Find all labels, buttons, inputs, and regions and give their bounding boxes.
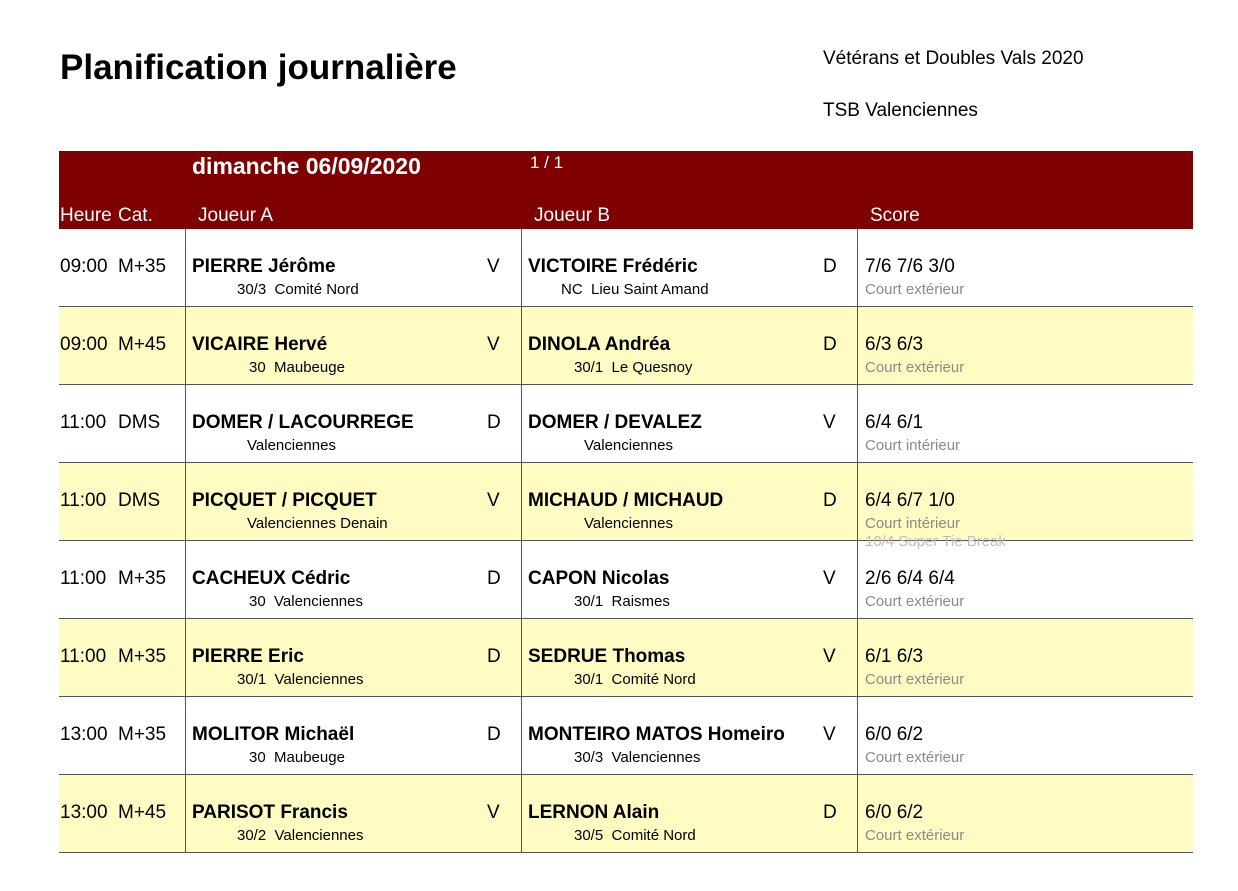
- match-table: [59, 229, 1193, 853]
- match-time: 13:00: [60, 724, 108, 745]
- match-category: M+45: [118, 334, 167, 355]
- column-divider: [857, 385, 858, 462]
- player-b-info: Valenciennes: [584, 515, 673, 532]
- court-label: Court intérieur: [865, 515, 961, 532]
- player-b-result: V: [823, 568, 836, 589]
- column-divider: [185, 385, 186, 462]
- match-category: M+35: [118, 568, 167, 589]
- player-a-name: PARISOT Francis: [192, 802, 348, 823]
- club-name: TSB Valenciennes: [823, 100, 978, 121]
- column-divider: [857, 619, 858, 696]
- player-a-result: D: [487, 646, 501, 667]
- player-b-name: SEDRUE Thomas: [528, 646, 686, 667]
- match-score: 6/0 6/2: [865, 724, 924, 745]
- player-b-name: CAPON Nicolas: [528, 568, 670, 589]
- court-label: Court extérieur: [865, 749, 965, 766]
- column-divider: [521, 697, 522, 774]
- column-divider: [185, 463, 186, 540]
- match-category: M+35: [118, 724, 167, 745]
- match-score: 2/6 6/4 6/4: [865, 568, 955, 589]
- column-divider: [857, 697, 858, 774]
- player-a-result: D: [487, 724, 501, 745]
- event-name: Vétérans et Doubles Vals 2020: [823, 48, 1084, 69]
- player-a-info: 30 Maubeuge: [249, 359, 345, 376]
- player-b-info: 30/5 Comité Nord: [574, 827, 696, 844]
- table-row: [59, 619, 1193, 697]
- match-score: 6/4 6/1: [865, 412, 924, 433]
- match-time: 11:00: [60, 646, 107, 667]
- column-divider: [521, 775, 522, 852]
- match-time: 09:00: [60, 256, 108, 277]
- column-divider: [521, 385, 522, 462]
- match-time: 13:00: [60, 802, 108, 823]
- table-row: [59, 775, 1193, 853]
- player-b-info: 30/1 Le Quesnoy: [574, 359, 693, 376]
- column-divider: [521, 229, 522, 306]
- player-a-info: 30/2 Valenciennes: [237, 827, 364, 844]
- match-time: 11:00: [60, 412, 107, 433]
- player-b-result: D: [823, 256, 837, 277]
- match-time: 11:00: [60, 568, 107, 589]
- player-b-result: V: [823, 646, 836, 667]
- court-label: Court intérieur: [865, 437, 961, 454]
- match-score: 6/4 6/7 1/0: [865, 490, 955, 511]
- column-divider: [857, 463, 858, 540]
- court-label: Court extérieur: [865, 359, 965, 376]
- column-divider: [521, 541, 522, 618]
- player-b-info: NC Lieu Saint Amand: [561, 281, 709, 298]
- column-header-score: Score: [870, 205, 920, 226]
- match-score: 6/3 6/3: [865, 334, 924, 355]
- player-b-result: D: [823, 490, 837, 511]
- column-divider: [857, 541, 858, 618]
- player-b-name: DOMER / DEVALEZ: [528, 412, 702, 433]
- column-divider: [521, 463, 522, 540]
- player-b-name: DINOLA Andréa: [528, 334, 671, 355]
- player-a-name: MOLITOR Michaël: [192, 724, 355, 745]
- column-divider: [185, 775, 186, 852]
- match-category: M+35: [118, 646, 167, 667]
- column-divider: [857, 229, 858, 306]
- player-b-info: 30/1 Comité Nord: [574, 671, 696, 688]
- court-label: Court extérieur: [865, 671, 965, 688]
- player-a-result: D: [487, 412, 501, 433]
- player-a-result: V: [487, 334, 500, 355]
- table-header: [59, 151, 1193, 229]
- column-divider: [521, 307, 522, 384]
- player-b-result: D: [823, 334, 837, 355]
- match-time: 09:00: [60, 334, 108, 355]
- match-category: M+45: [118, 802, 167, 823]
- match-score: 6/1 6/3: [865, 646, 924, 667]
- player-b-info: Valenciennes: [584, 437, 673, 454]
- player-b-name: VICTOIRE Frédéric: [528, 256, 698, 277]
- player-b-result: V: [823, 724, 836, 745]
- player-a-info: 30/1 Valenciennes: [237, 671, 364, 688]
- column-divider: [521, 619, 522, 696]
- column-divider: [857, 307, 858, 384]
- player-b-result: V: [823, 412, 836, 433]
- column-divider: [185, 619, 186, 696]
- court-label: Court extérieur: [865, 827, 965, 844]
- player-a-name: PICQUET / PICQUET: [192, 490, 377, 511]
- column-header-joueur-b: Joueur B: [534, 205, 611, 226]
- column-header-joueur-a: Joueur A: [198, 205, 273, 226]
- player-a-info: Valenciennes: [247, 437, 336, 454]
- player-a-name: PIERRE Eric: [192, 646, 304, 667]
- column-divider: [185, 541, 186, 618]
- page-indicator: 1 / 1: [530, 153, 564, 172]
- court-label: Court extérieur: [865, 593, 965, 610]
- player-b-name: LERNON Alain: [528, 802, 660, 823]
- match-score: 6/0 6/2: [865, 802, 924, 823]
- player-a-info: 30 Valenciennes: [249, 593, 363, 610]
- player-b-info: 30/1 Raismes: [574, 593, 670, 610]
- match-time: 11:00: [60, 490, 107, 511]
- match-category: M+35: [118, 256, 167, 277]
- player-a-info: 30/3 Comité Nord: [237, 281, 359, 298]
- schedule-date: dimanche 06/09/2020: [192, 153, 421, 179]
- court-label: Court extérieur: [865, 281, 965, 298]
- player-b-info: 30/3 Valenciennes: [574, 749, 701, 766]
- player-b-name: MICHAUD / MICHAUD: [528, 490, 724, 511]
- player-a-result: V: [487, 802, 500, 823]
- match-category: DMS: [118, 490, 161, 511]
- player-a-result: V: [487, 256, 500, 277]
- table-row: [59, 307, 1193, 385]
- table-row: [59, 463, 1193, 550]
- player-a-name: DOMER / LACOURREGE: [192, 412, 414, 433]
- table-row: [59, 385, 1193, 463]
- player-a-result: D: [487, 568, 501, 589]
- table-row: [59, 541, 1193, 619]
- match-category: DMS: [118, 412, 161, 433]
- column-header-cat: Cat.: [118, 205, 153, 226]
- player-b-name: MONTEIRO MATOS Homeiro: [528, 724, 785, 745]
- column-divider: [185, 229, 186, 306]
- table-row: [59, 229, 1193, 307]
- player-a-name: CACHEUX Cédric: [192, 568, 351, 589]
- column-header-heure: Heure: [60, 205, 112, 226]
- player-b-result: D: [823, 802, 837, 823]
- match-score: 7/6 7/6 3/0: [865, 256, 955, 277]
- table-row: [59, 697, 1193, 775]
- player-a-name: VICAIRE Hervé: [192, 334, 328, 355]
- column-divider: [185, 697, 186, 774]
- player-a-result: V: [487, 490, 500, 511]
- column-divider: [185, 307, 186, 384]
- player-a-info: Valenciennes Denain: [247, 515, 388, 532]
- player-a-info: 30 Maubeuge: [249, 749, 345, 766]
- page-title: Planification journalière: [60, 48, 457, 87]
- player-a-name: PIERRE Jérôme: [192, 256, 336, 277]
- score-note: 10/4 Super Tie Break: [865, 533, 1006, 550]
- column-divider: [857, 775, 858, 852]
